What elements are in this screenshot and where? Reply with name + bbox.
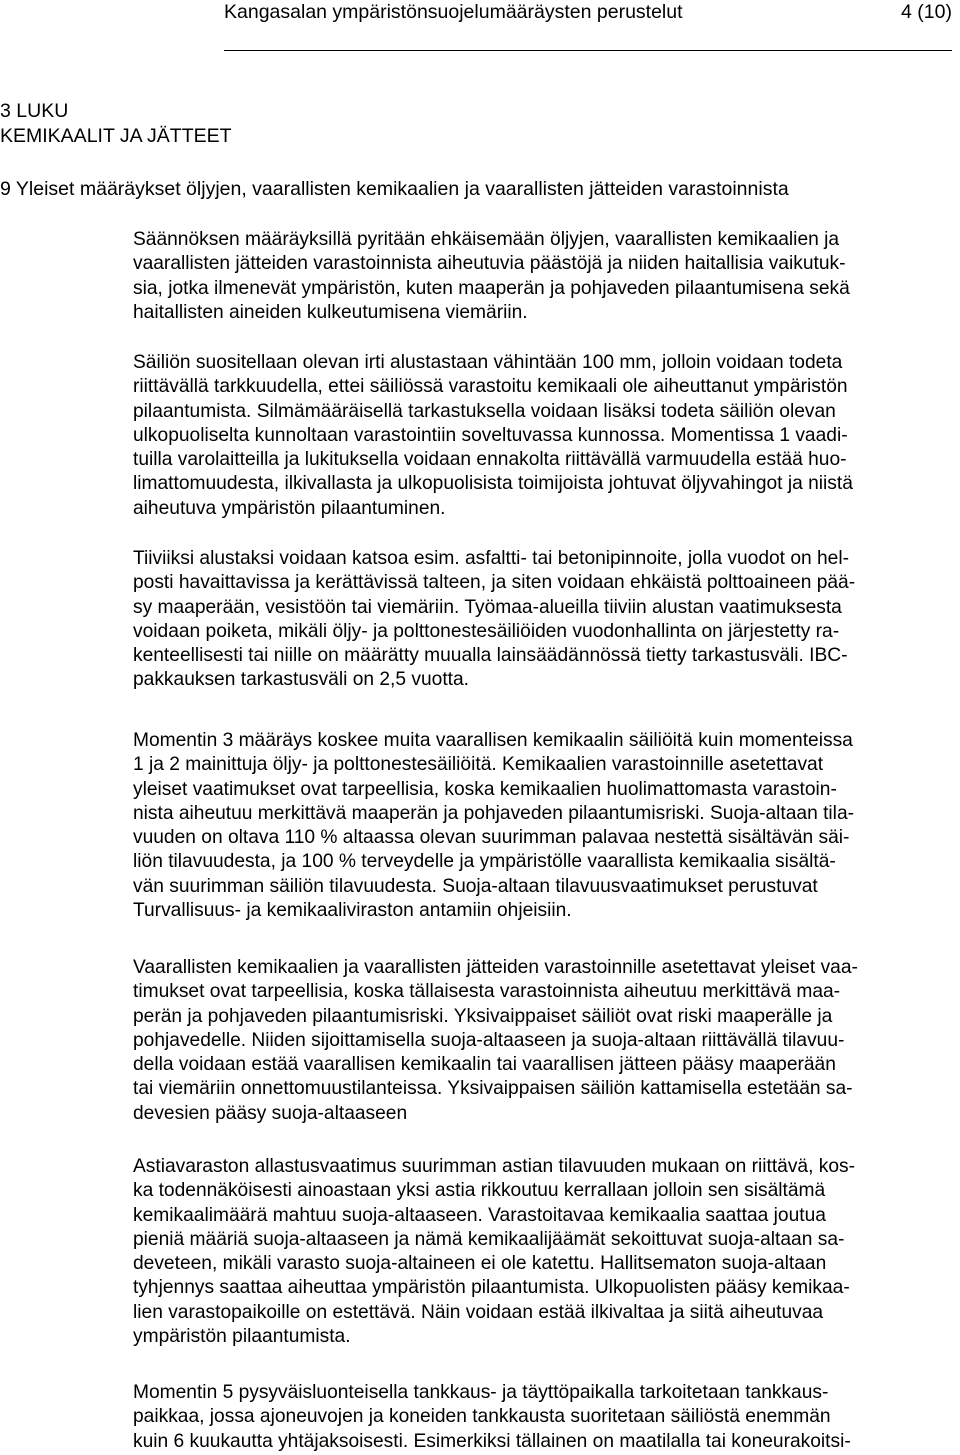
text-line: riittävällä tarkkuudella, ettei säiliössä varastoitu kemikaali ole aiheuttanut ympäristön — [133, 376, 848, 398]
text-line: posti havaittavissa ja kerättävissä talteen, ja siten voidaan ehkäistä polttoaineen pää- — [133, 572, 856, 594]
paragraph-3 — [133, 547, 951, 693]
text-line: Tiiviiksi alustaksi voidaan katsoa esim. asfaltti- tai betonipinnoite, jolla vuodot on hel- — [133, 548, 849, 569]
document-title: Kangasalan ympäristönsuojelumääräysten perustelut — [224, 1, 683, 23]
text-line: Vaarallisten kemikaalien ja vaarallisten jätteiden varastoinnille asetettavat yleiset vaa- — [133, 957, 858, 978]
text-line: yleiset vaatimukset ovat tarpeellisia, koska kemikaalien huolimattomasta varastoin- — [133, 778, 837, 800]
chapter-number: 3 LUKU — [0, 100, 69, 122]
text-line: pilaantumista. Silmämääräisellä tarkastuksella voidaan lisäksi todeta säiliön olevan — [133, 400, 836, 422]
chapter-title: KEMIKAALIT JA JÄTTEET — [0, 125, 232, 147]
text-line: kuin 6 kuukautta yhtäjaksoisesti. Esimerkiksi tällainen on maatilalla tai koneurakoitsi- — [133, 1430, 851, 1452]
text-line: sia, jotka ilmenevät ympäristön, kuten maaperän ja pohjaveden pilaantumisena sekä — [133, 277, 850, 299]
text-line: kenteellisesti tai niille on määrätty muualla lainsäädännössä tietty tarkastusväli. IBC- — [133, 645, 848, 667]
text-line: haitallisten aineiden kulkeutumisena viemäriin. — [133, 301, 528, 323]
text-line: timukset ovat tarpeellisia, koska tällaisesta varastoinnista aiheutuu merkittävä maa- — [133, 981, 841, 1003]
paragraph-5 — [133, 956, 951, 1126]
paragraph-6 — [133, 1155, 951, 1349]
text-line: tyhjennys saattaa aiheuttaa ympäristön pilaantumista. Ulkopuolisten pääsy kemikaa- — [133, 1277, 850, 1299]
text-line: vaarallisten jätteiden varastoinnista aiheutuvia päästöjä ja niiden haitallisia vaikutuk- — [133, 253, 846, 275]
text-line: limattomuudesta, ilkivallasta ja ulkopuolisista toimijoista johtuvat öljyvahingot ja niistä — [133, 473, 853, 495]
text-line: tai viemäriin onnettomuustilanteissa. Yksivaippaisen säiliön kattamisella estetään sa- — [133, 1078, 853, 1100]
text-line: pohjavedelle. Niiden sijoittamisella suoja-altaaseen ja suoja-altaan riittävällä tilavuu- — [133, 1029, 845, 1051]
text-line: Astiavaraston allastusvaatimus suurimman astian tilavuuden mukaan on riittävä, kos- — [133, 1156, 856, 1177]
text-line: devesien pääsy suoja-altaaseen — [133, 1102, 408, 1124]
text-line: Säännöksen määräyksillä pyritään ehkäisemään öljyjen, vaarallisten kemikaalien ja — [133, 229, 840, 250]
paragraph-2 — [133, 351, 951, 521]
text-line: perän ja pohjaveden pilaantumisriski. Yksivaippaiset säiliöt ovat riski maaperälle ja — [133, 1005, 833, 1027]
text-line: ulkopuoliselta kunnoltaan varastointiin soveltuvassa kunnossa. Momentissa 1 vaadi- — [133, 424, 848, 446]
text-line: 1 ja 2 mainittuja öljy- ja polttonestesäiliöitä. Kemikaalien varastoinnille asetettavat — [133, 754, 824, 776]
text-line: Säiliön suositellaan olevan irti alustastaan vähintään 100 mm, jolloin voidaan todeta — [133, 352, 843, 373]
text-line: sy maaperään, vesistöön tai viemäriin. Työmaa-alueilla tiiviin alustan vaatimuksesta — [133, 596, 842, 618]
text-line: tuilla varolaitteilla ja lukituksella voidaan ennakolta riittävällä varmuudella estää huo- — [133, 449, 847, 471]
text-line: voidaan poiketa, mikäli öljy- ja polttonestesäiliöiden vuodonhallinta on järjestetty ra- — [133, 620, 840, 642]
text-line: liön tilavuudesta, ja 100 % terveydelle ja ympäristölle vaarallista kemikaalia sisältä- — [133, 851, 836, 873]
text-line: ka todennäköisesti ainoastaan yksi astia rikkoutuu kerrallaan jolloin sen sisältämä — [133, 1180, 826, 1202]
text-line: Turvallisuus- ja kemikaaliviraston antamiin ohjeisiin. — [133, 900, 572, 922]
paragraph-7 — [133, 1381, 951, 1454]
text-line: deveteen, mikäli varasto suoja-altaineen ei ole katettu. Hallitsematon suoja-altaan — [133, 1253, 827, 1275]
text-line: aiheutuva ympäristön pilaantuminen. — [133, 497, 446, 519]
text-line: vän suurimman säiliön tilavuudesta. Suoja-altaan tilavuusvaatimukset perustuvat — [133, 875, 818, 897]
text-line: kemikaalimäärä mahtuu suoja-altaaseen. Varastoitavaa kemikaalia saattaa joutua — [133, 1204, 826, 1226]
text-line: ympäristön pilaantumista. — [133, 1326, 351, 1348]
text-line: lien varastopaikoille on estettävä. Näin voidaan estää ilkivaltaa ja siitä aiheutuvaa — [133, 1301, 824, 1323]
text-line: vuuden on oltava 110 % altaassa olevan suurimman palavaa nestettä sisältävän säi- — [133, 827, 850, 849]
page-header — [224, 0, 952, 51]
section-heading: 9 Yleiset määräykset öljyjen, vaarallisten kemikaalien ja vaarallisten jätteiden varastoinnista — [0, 178, 789, 200]
text-line: Momentin 5 pysyväisluonteisella tankkaus- ja täyttöpaikalla tarkoitetaan tankkaus- — [133, 1382, 829, 1403]
text-line: Momentin 3 määräys koskee muita vaarallisen kemikaalin säiliöitä kuin momenteissa — [133, 730, 853, 751]
text-line: pakkauksen tarkastusväli on 2,5 vuotta. — [133, 669, 469, 691]
page-number: 4 (10) — [901, 1, 952, 23]
text-line: pieniä määriä suoja-altaaseen ja nämä kemikaalijäämät sekoittuvat suoja-altaan sa- — [133, 1228, 845, 1250]
text-line: della voidaan estää vaarallisen kemikaalin tai vaarallisen jätteen pääsy maaperään — [133, 1054, 836, 1076]
paragraph-1 — [133, 228, 951, 325]
paragraph-4 — [133, 729, 951, 923]
text-line: paikkaa, jossa ajoneuvojen ja koneiden tankkausta suoritetaan säiliöstä enemmän — [133, 1406, 831, 1428]
text-line: nista aiheutuu merkittävä maaperän ja pohjaveden pilaantumisriski. Suoja-altaan tila- — [133, 802, 855, 824]
